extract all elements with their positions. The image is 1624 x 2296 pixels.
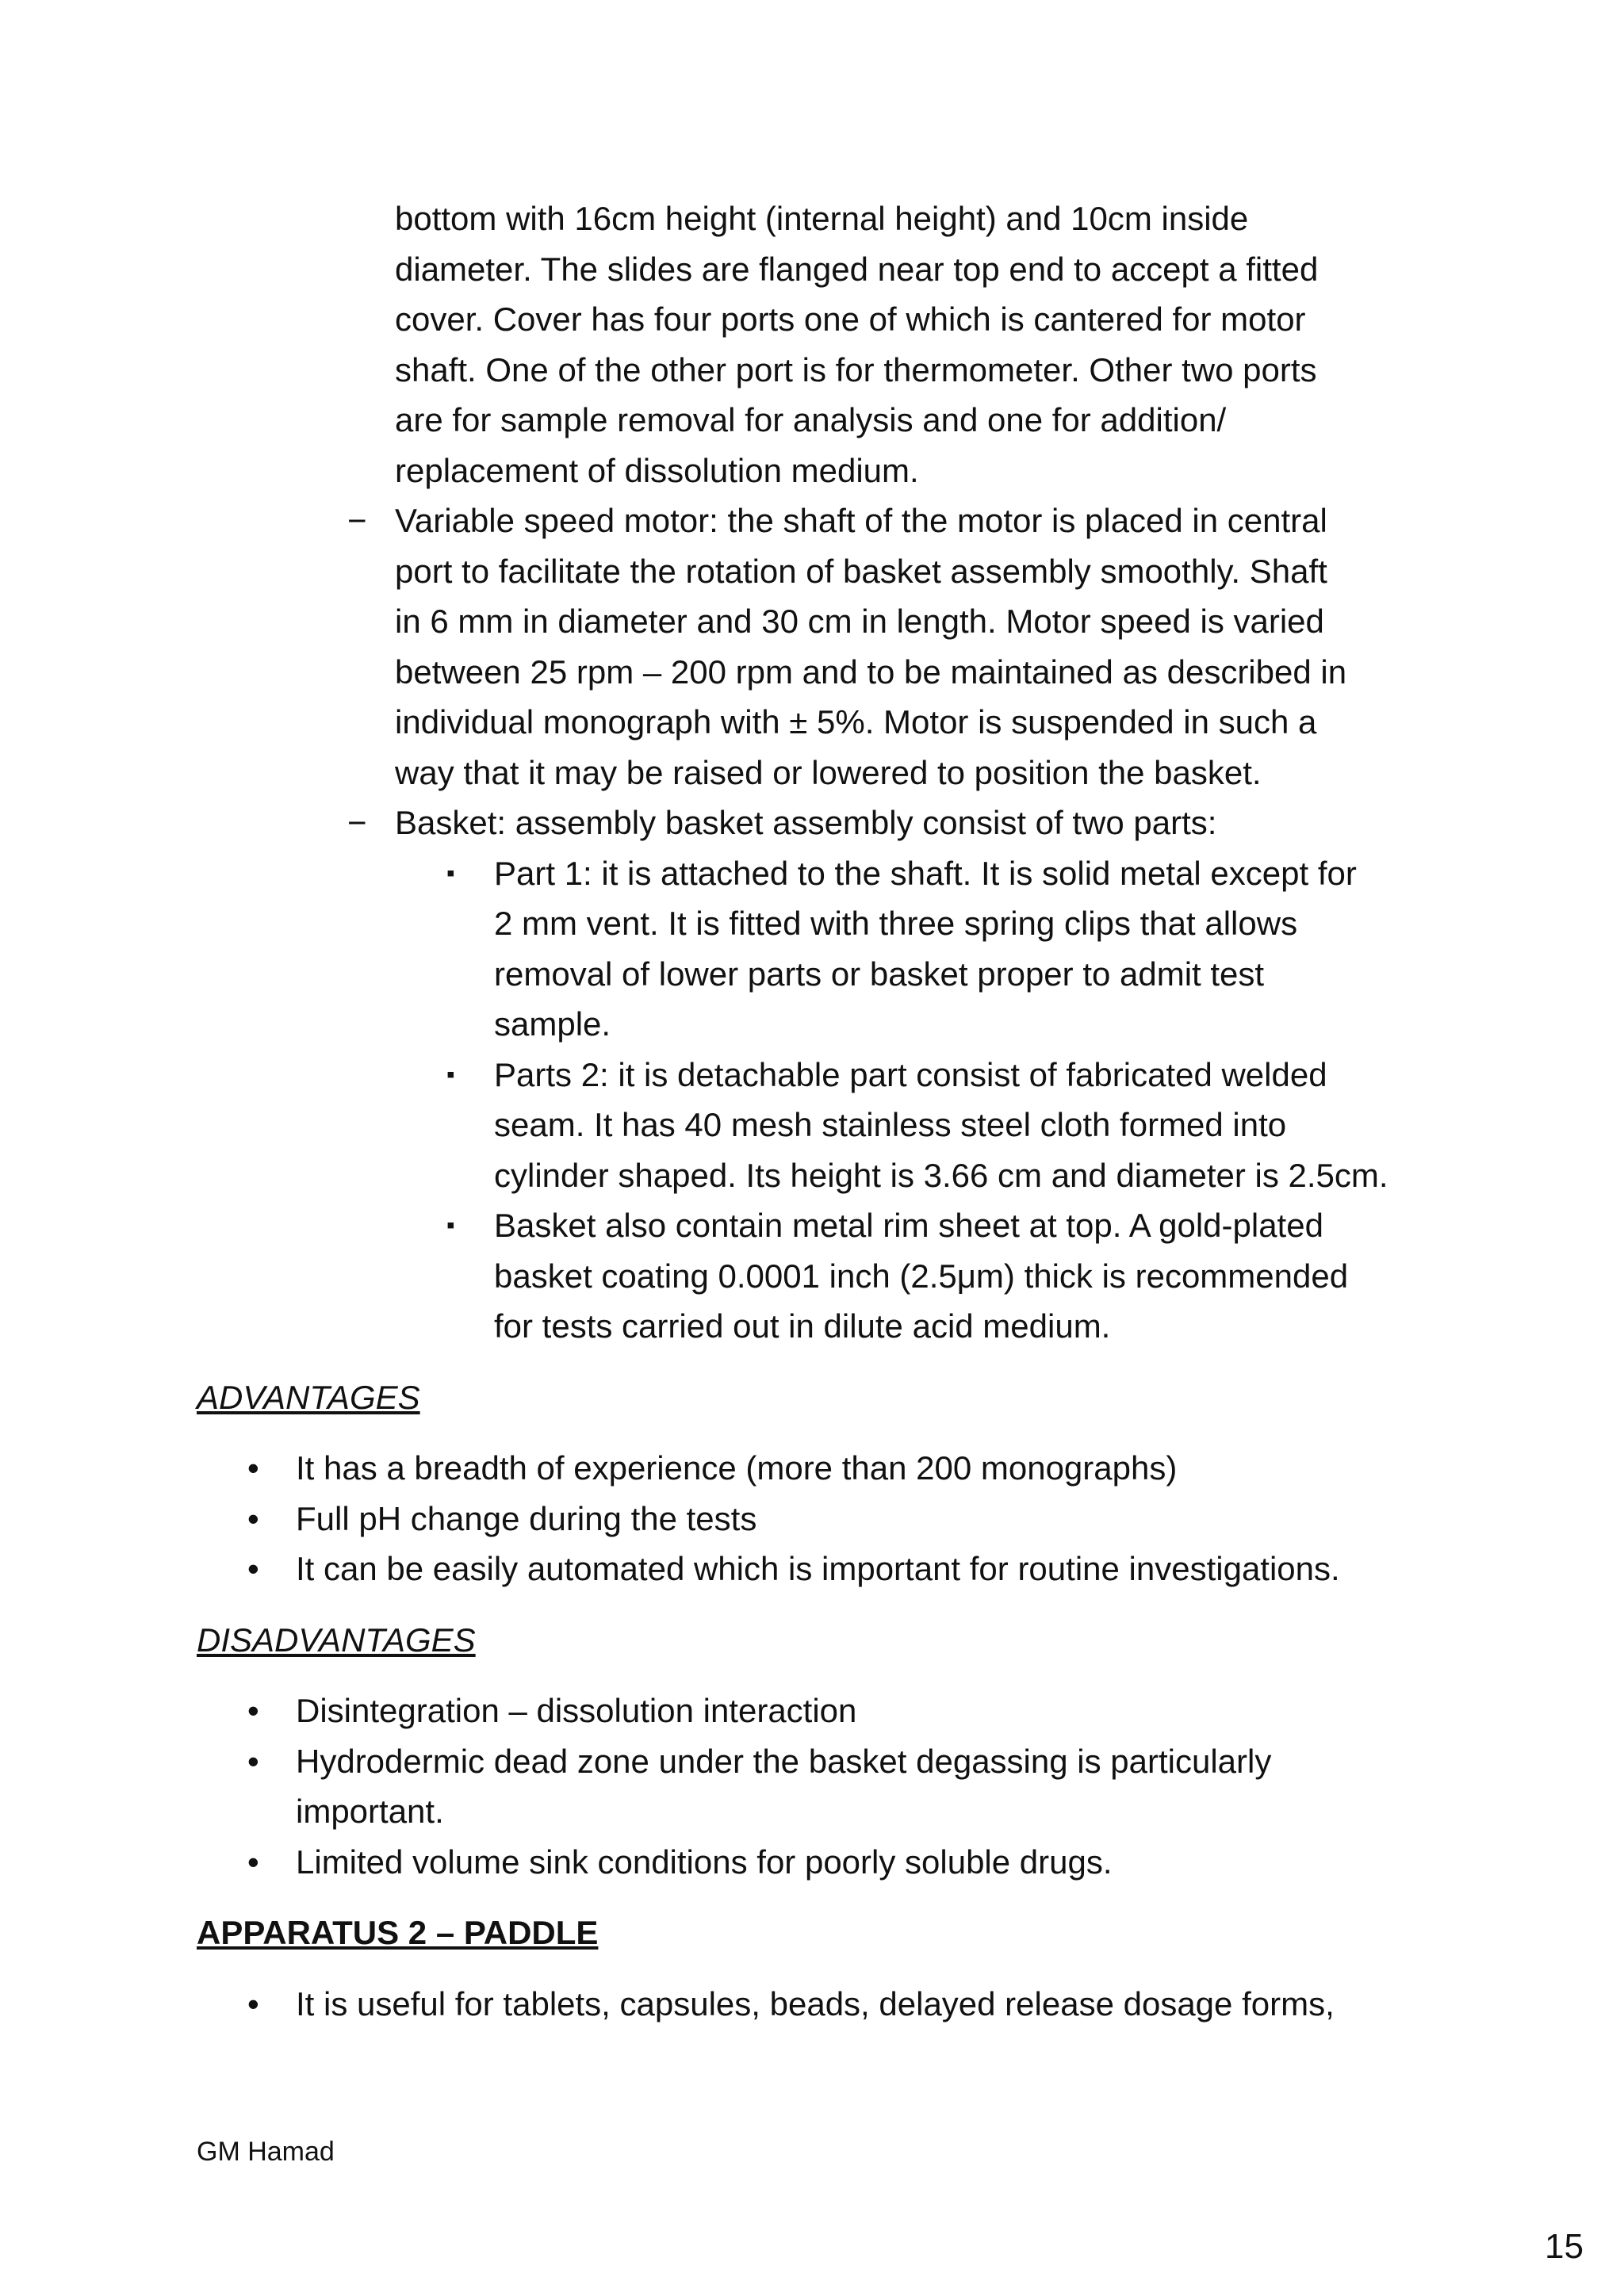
text-line: important. bbox=[296, 1793, 444, 1830]
text-line: cylinder shaped. Its height is 3.66 cm and diameter is 2.5cm. bbox=[494, 1156, 1388, 1194]
text-line: It is useful for tablets, capsules, beads, delayed release dosage forms, bbox=[296, 1984, 1335, 2022]
text-line: cover. Cover has four ports one of which is cantered for motor bbox=[395, 300, 1306, 338]
text-line: shaft. One of the other port is for thermometer. Other two ports bbox=[395, 350, 1317, 388]
dash-item-basket bbox=[197, 798, 1450, 848]
dash-marker: − bbox=[347, 804, 367, 841]
text-line: bottom with 16cm height (internal height) and 10cm inside bbox=[395, 200, 1249, 237]
square-bullet: ▪ bbox=[446, 1061, 455, 1088]
text-line: 2 mm vent. It is fitted with three spring clips that allows bbox=[494, 905, 1298, 942]
disadvantages-list bbox=[197, 1686, 1465, 1887]
bullet-marker: • bbox=[247, 1449, 259, 1487]
list-item bbox=[197, 1736, 1469, 1837]
advantages-list bbox=[197, 1443, 1465, 1594]
square-bullet: ▪ bbox=[446, 859, 455, 886]
text-line: Basket: assembly basket assembly consist of two parts: bbox=[395, 804, 1217, 841]
apparatus-2-list bbox=[197, 1979, 1465, 2030]
footer-author: GM Hamad bbox=[197, 2137, 335, 2167]
page-content bbox=[197, 193, 1465, 2029]
text-line: individual monograph with ± 5%. Motor is suspended in such a bbox=[395, 703, 1317, 740]
basket-part-2 bbox=[197, 1050, 1469, 1201]
text-line: sample. bbox=[494, 1005, 611, 1043]
text-line: Part 1: it is attached to the shaft. It is solid metal except for bbox=[494, 854, 1357, 892]
text-line: basket coating 0.0001 inch (2.5μm) thick is recommended bbox=[494, 1257, 1349, 1295]
text-line: way that it may be raised or lowered to position the basket. bbox=[395, 753, 1262, 791]
text-line: Hydrodermic dead zone under the basket degassing is particularly bbox=[296, 1742, 1272, 1780]
bullet-marker: • bbox=[247, 1843, 259, 1881]
text-line: It can be easily automated which is important for routine investigations. bbox=[296, 1550, 1340, 1587]
list-item bbox=[197, 1686, 1469, 1736]
text-line: Disintegration – dissolution interaction bbox=[296, 1692, 857, 1729]
bullet-marker: • bbox=[247, 1692, 259, 1729]
basket-parts-list bbox=[197, 848, 1465, 1352]
text-line: replacement of dissolution medium. bbox=[395, 451, 919, 489]
text-line: between 25 rpm – 200 rpm and to be maintained as described in bbox=[395, 652, 1347, 691]
continuation-paragraph bbox=[197, 193, 1450, 496]
text-line: for tests carried out in dilute acid medium. bbox=[494, 1307, 1111, 1345]
list-item bbox=[197, 1494, 1469, 1544]
dash-item-motor bbox=[197, 496, 1450, 798]
text-line: are for sample removal for analysis and one for addition/ bbox=[395, 401, 1227, 438]
text-line: port to facilitate the rotation of basket assembly smoothly. Shaft bbox=[395, 552, 1327, 590]
list-item bbox=[197, 1544, 1469, 1594]
text-line: seam. It has 40 mesh stainless steel cloth formed into bbox=[494, 1106, 1287, 1143]
square-bullet: ▪ bbox=[446, 1212, 455, 1238]
text-line: Full pH change during the tests bbox=[296, 1499, 757, 1537]
list-item bbox=[197, 1837, 1469, 1888]
bullet-marker: • bbox=[247, 1984, 259, 2022]
basket-part-1 bbox=[197, 848, 1469, 1050]
list-item bbox=[197, 1979, 1469, 2030]
text-line: diameter. The slides are flanged near top end to accept a fitted bbox=[395, 250, 1319, 288]
text-line: Basket also contain metal rim sheet at top. A gold-plated bbox=[494, 1207, 1323, 1244]
bullet-marker: • bbox=[247, 1742, 259, 1780]
list-item bbox=[197, 1443, 1469, 1494]
text-line: in 6 mm in diameter and 30 cm in length. Motor speed is varied bbox=[395, 603, 1324, 640]
bullet-marker: • bbox=[247, 1499, 259, 1537]
text-line: Parts 2: it is detachable part consist of fabricated welded bbox=[494, 1055, 1327, 1093]
disadvantages-heading: DISADVANTAGES bbox=[197, 1621, 476, 1659]
text-line: Limited volume sink conditions for poorly soluble drugs. bbox=[296, 1843, 1113, 1881]
advantages-heading: ADVANTAGES bbox=[197, 1378, 420, 1416]
apparatus-2-heading: APPARATUS 2 – PADDLE bbox=[197, 1914, 599, 1951]
text-line: removal of lower parts or basket proper to admit test bbox=[494, 955, 1265, 993]
bullet-marker: • bbox=[247, 1550, 259, 1587]
text-line: It has a breadth of experience (more than 200 monographs) bbox=[296, 1449, 1178, 1487]
page-number: 15 bbox=[1545, 2227, 1584, 2266]
basket-part-3 bbox=[197, 1200, 1469, 1352]
dash-marker: − bbox=[347, 502, 367, 539]
text-line: Variable speed motor: the shaft of the motor is placed in central bbox=[395, 502, 1327, 539]
